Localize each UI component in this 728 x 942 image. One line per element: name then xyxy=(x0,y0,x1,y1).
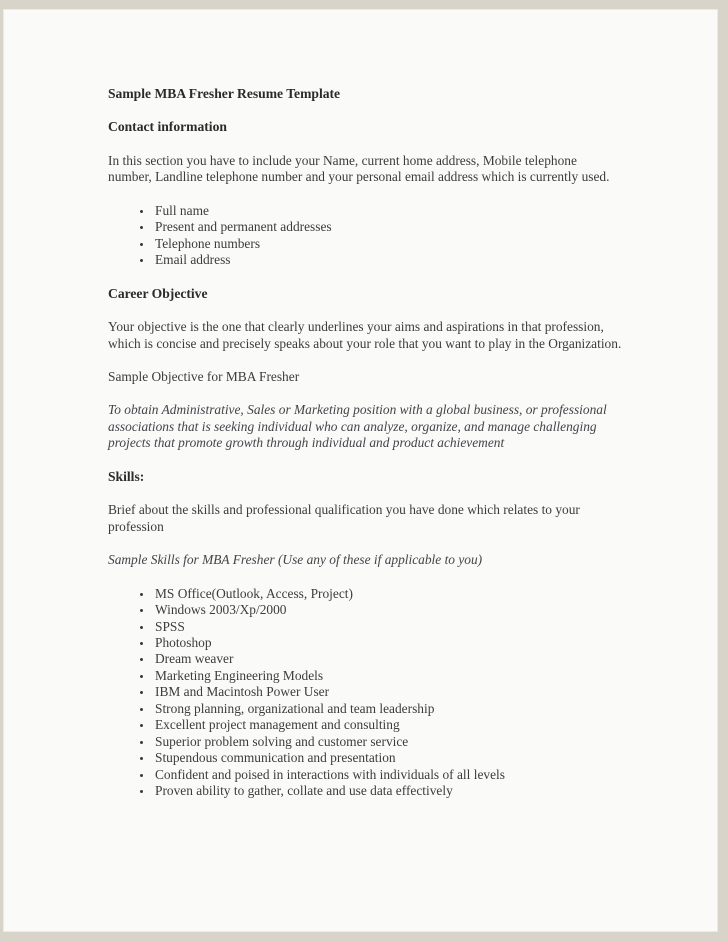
list-item: • Superior problem solving and customer service xyxy=(153,734,622,750)
section-heading-contact-information: Contact information xyxy=(108,119,227,135)
skills-sample-label: Sample Skills for MBA Fresher (Use any of these if applicable to you) xyxy=(108,552,483,568)
contact-bullet-list xyxy=(108,203,622,269)
skills-intro-paragraph: Brief about the skills and professional qualification you have done which relates to your profession xyxy=(108,502,580,534)
list-item: • Strong planning, organizational and team leadership xyxy=(153,701,622,717)
list-item: • Email address xyxy=(153,252,622,268)
list-item: • Proven ability to gather, collate and use data effectively xyxy=(153,783,622,799)
list-item: • Telephone numbers xyxy=(153,236,622,252)
document-page xyxy=(3,9,718,932)
list-item: • Dream weaver xyxy=(153,651,622,667)
career-objective-intro-paragraph: Your objective is the one that clearly underlines your aims and aspirations in that profession, which is concise and precisely speaks about your role that you want to play in the Organization. xyxy=(108,319,622,351)
skills-bullet-list xyxy=(108,586,622,800)
list-item: • Confident and poised in interactions with individuals of all levels xyxy=(153,767,622,783)
document-title: Sample MBA Fresher Resume Template xyxy=(108,86,341,101)
contact-intro-paragraph: In this section you have to include your Name, current home address, Mobile telephone number, Landline telephone number and your personal email address which is currently used. xyxy=(108,152,610,185)
list-item: • Windows 2003/Xp/2000 xyxy=(153,602,622,618)
list-item: • Excellent project management and consulting xyxy=(153,717,622,733)
list-item: • Stupendous communication and presentation xyxy=(153,750,622,766)
document-content xyxy=(108,86,622,800)
objective-sample-label: Sample Objective for MBA Fresher xyxy=(108,368,300,384)
list-item: • Photoshop xyxy=(153,635,622,651)
list-item: • MS Office(Outlook, Access, Project) xyxy=(153,586,622,602)
list-item: • SPSS xyxy=(153,619,622,635)
list-item: • Marketing Engineering Models xyxy=(153,668,622,684)
objective-sample-text: To obtain Administrative, Sales or Marketing position with a global business, or professional associations that is seeking individual who can analyze, organize, and manage challenging projects that promote growth through individual and product achievement xyxy=(108,402,607,451)
list-item: • Full name xyxy=(153,203,622,219)
list-item: • IBM and Macintosh Power User xyxy=(153,684,622,700)
list-item: • Present and permanent addresses xyxy=(153,219,622,235)
section-heading-career-objective: Career Objective xyxy=(108,285,208,301)
section-heading-skills: Skills: xyxy=(108,468,145,484)
